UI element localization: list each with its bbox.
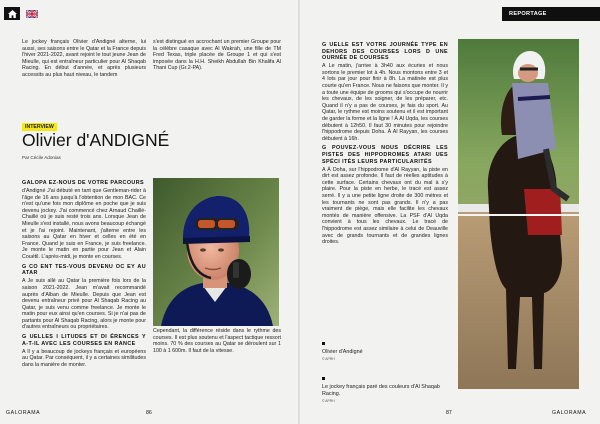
caption-portrait [322, 342, 448, 361]
caption-horse-title: Le jockey français paré des couleurs d'Al Shaqab Racing. [322, 384, 440, 397]
caption-bullet-icon [322, 377, 325, 380]
uk-flag-icon[interactable] [26, 10, 38, 18]
answer-2: A Je suis allé au Qatar la première fois lors de la saison 2021-2022. Jean m'avait recommandé auprès d'Alban de Mieulle. Depuis que Jean est devenu entraîneur privé pour Al Shaqab Racing au Qatar, je suis venu comme freelance. Je monte le matin pour eux ainsi qu'en courses. Si je n'ai pas de partants pour Al Shaqab Racing, alors je monte pour d'autres entraîneurs ou propriétaires. [22, 278, 146, 331]
question-4: G UELLE EST VOTRE JOURNÉE TYPE EN DEHORS DES COURSES LORS D UNE OURNÉE DE COURSES [322, 42, 448, 62]
question-3: G UELLES I LITUDES ET DI ÉRENCES Y A-T-IL AVEC LES COURSES EN RANCE [22, 334, 146, 347]
interview-tag: INTERVIEW [22, 123, 57, 131]
caption-bullet-icon [322, 342, 325, 345]
question-2: G CO ENT TES-VOUS DEVENU OC EY AU ATAR [22, 263, 146, 277]
intro-text-1: Le jockey français Olivier d'Andigné alterne, lui aussi, ses saisons entre le Qatar et la France depuis l'hiver 2021-2022, avant rejoint le tout jeune Jean de Mieulle, qui est entraîneur particulier pour Al Shaqab Racing. En début d'année, et après plusieurs accessits au plus haut niveau, le tandem [22, 39, 146, 78]
interview-column-right [322, 39, 448, 247]
answer-3: A Il y a beaucoup de jockeys français et européens au Qatar. Par conséquent, il y a certaines similitudes dans la manière de monter. [22, 348, 146, 368]
intro-column-2 [153, 39, 281, 73]
question-5: G POUVEZ-VOUS NOUS DÉCRIRE LES PISTES DES HIPPODROMES ATARI UES SPÉCI ITÉS LEURS PARTICULARITÉS [322, 145, 448, 165]
caption-portrait-title: Olivier d'Andigné [322, 349, 363, 355]
answer-4: A Le matin, j'arrive à 3h40 aux écuries et nous sortons le premier lot à 4h. Nous montons entre 3 et 4 lots par jour pour finir à 8h. La matinée est plus courte qu'en France. Nous ne faisons que monter. Il y a toute une équipe de grooms qui s'occupe de nourrir les chevaux, de les soigner, de les préparer, etc. Quand il n'y a pas de courses, je fais du sport. Au Qatar, le rythme est moins soutenu et il est important de garder la forme et la ligne ! À Al Uqda, les courses débutent à 12h50. Il faut 30 minutes pour rejoindre l'hippodrome depuis Doha. À Al Rayyan, les courses débutent à 16h. [322, 63, 448, 142]
home-button[interactable] [4, 7, 20, 20]
footer-logo-left: GALORAMA [6, 410, 41, 416]
article-title: Olivier d'ANDIGNÉ [22, 130, 170, 150]
interview-column [22, 177, 146, 370]
answer-1: d'Andigné J'ai débuté en tant que Gentleman-rider à l'âge de 16 ans jusqu'à l'obtention de mon BAC. Ce n'est qu'une fois mon diplôme en poche que je suis devenu jockey. J'ai commencé chez Arnaud Chaillé-Chaillé où je suis resté trois ans. Lorsque Jean de Mieulle s'est installé, nous avons beaucoup échangé et je l'ai rejoint. Maintenant, j'alterne entre les saisons au Qatar en hiver et celles en été en France. Quand je suis en France, je suis freelance. Je monte le matin en partie pour Jean et Alain Couétil. L'après-midi, je monte en courses. [22, 188, 146, 261]
jockey-portrait-photo [153, 178, 279, 326]
question-1: GALOPA EZ-NOUS DE VOTRE PARCOURS [22, 180, 145, 186]
home-icon [8, 10, 17, 18]
horse-jockey-photo [458, 39, 579, 389]
photo-caption-left [153, 328, 281, 356]
photo-caption-text: Cependant, la différence réside dans le rythme des courses. Il est plus soutenu et l'aspect tactique ressort moins. 70 % des courses au Qatar se déroulent sur 1 100 à 1 600m. Il faut de la vitesse. [153, 328, 281, 354]
caption-horse [322, 377, 448, 403]
caption-horse-credit: © APRH [322, 399, 335, 403]
intro-text-2: s'est distingué en accrochant un premier Groupe pour la célèbre casaque avec Al Wakrah, une fille de TM Fred Texas, triple placée de Groupe 1 et qui s'est imposée dans la H.H. Sheikh Abdullah Bin Khalifa Al Thani Cup (Gr.2-PA). [153, 39, 281, 72]
caption-portrait-credit: © APRH [322, 357, 335, 361]
answer-5: A À Doha, sur l'hippodrome d'Al Rayyan, la piste en dirt est assez profonde. Il faut de réelles aptitudes à cette surface. Certains chevaux ont du mal à s'y plaire. Pour la piste en herbe, le tracé est assez serré. Il y a une petite ligne droite de 300 mètres et les tournants ne sont pas grands. Il n'y a pas vraiment de piège, mais elle facilite les chevaux montés de manière offensive. La PSF d'Al Uqda convient à tous les chevaux. Le tracé de l'hippodrome est assez similaire à celui de Deauville avec de grands tournants et de grandes lignes droites. [322, 166, 448, 246]
intro-column-1 [22, 39, 146, 80]
footer-logo-right: GALORAMA [552, 410, 587, 416]
section-tab[interactable]: REPORTAGE [502, 7, 600, 21]
byline: Par Cécile Adonias [22, 155, 61, 160]
page-number-right: 87 [446, 410, 452, 416]
page-number-left: 86 [146, 410, 152, 416]
